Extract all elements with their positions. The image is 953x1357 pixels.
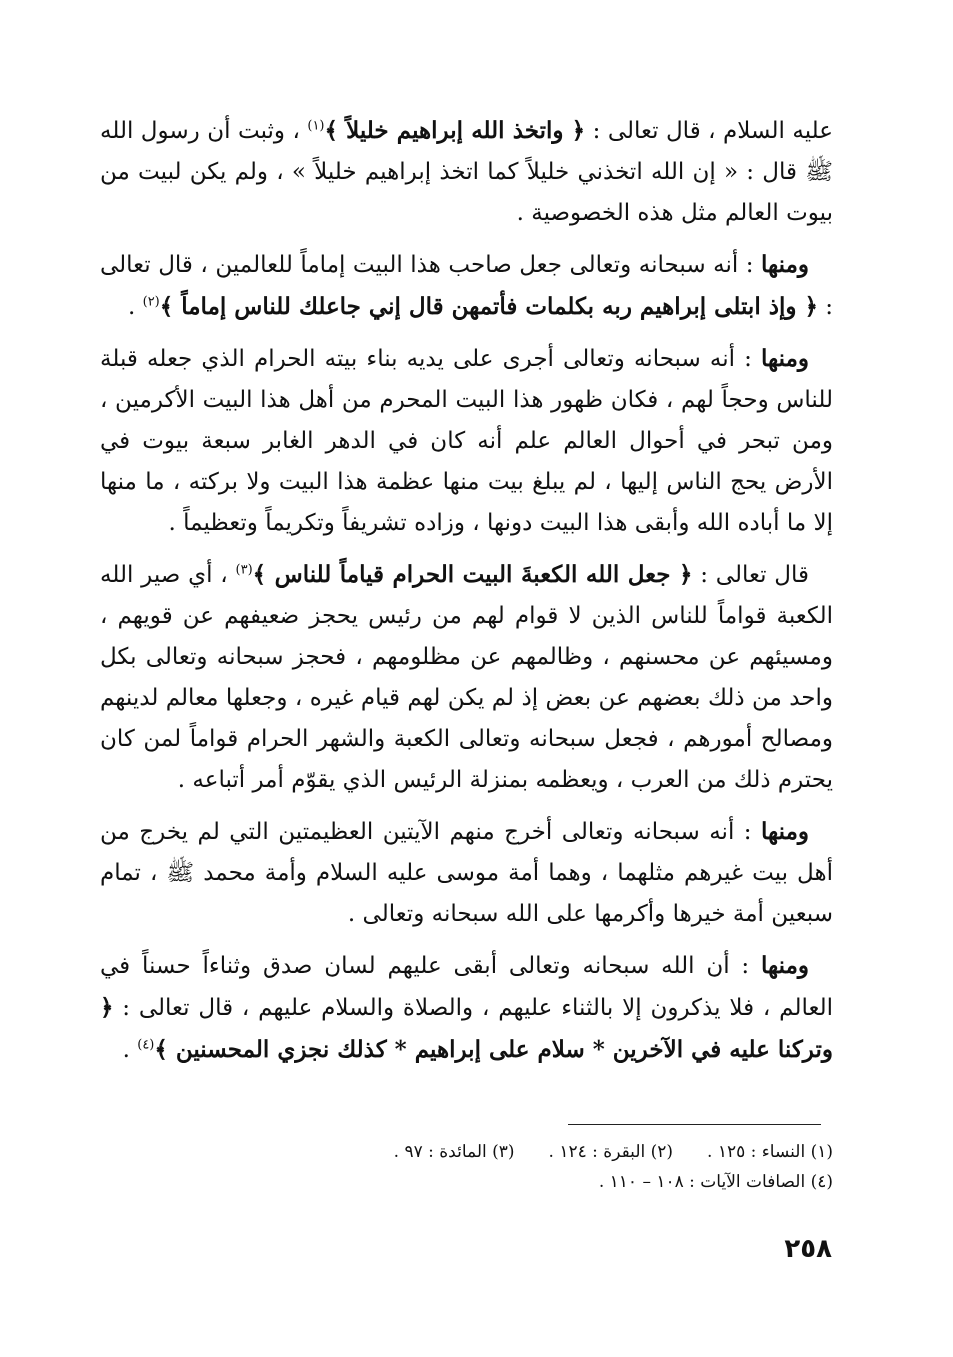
- paragraph-2-text-b: .: [127, 294, 143, 320]
- footnote-line-1: [230, 1137, 833, 1167]
- footnote-ref-4: (٤): [137, 1037, 155, 1053]
- paragraph-1: [100, 110, 833, 234]
- paragraph-2-lead: ومنها: [761, 251, 809, 278]
- paragraph-6-text-a: : أن الله سبحانه وتعالى أبقى عليهم لسان صدق وثناءاً حسناً في العالم ، فلا يذكرون إلا بالثناء عليهم ، والصلاة والسلام عليهم ، قال تعالى :: [100, 953, 833, 1021]
- paragraph-2: [100, 244, 833, 328]
- paragraph-1-text-a: عليه السلام ، قال تعالى :: [585, 118, 833, 144]
- paragraph-6-lead: ومنها: [761, 952, 809, 979]
- footnote-ref-2: (٢): [142, 294, 160, 310]
- quran-verse-2: ﴿ وإذ ابتلى إبراهيم ربه بكلمات فأتمهن قال إني جاعلك للناس إماماً ﴾: [159, 293, 818, 320]
- footnote-ref-1: (١): [307, 118, 325, 134]
- paragraph-6-text-b: .: [122, 1037, 138, 1063]
- footnote-3: (٣) المائدة : ٩٧ .: [393, 1142, 515, 1162]
- main-text: [100, 110, 833, 1081]
- footnote-2: (٢) البقرة : ١٢٤ .: [548, 1142, 674, 1162]
- paragraph-5-text-a: : أنه سبحانه وتعالى أخرج منهم الآيتين العظيمتين التي لم يخرج من أهل بيت غيرهم مثلهما ، وهما أمة موسى عليه السلام وأمة محمد ﷺ ، تمام سبعين أمة خيرها وأكرمها على الله سبحانه وتعالى .: [100, 819, 833, 927]
- footnote-line-2: [230, 1167, 833, 1197]
- footnote-ref-3: (٣): [235, 562, 253, 578]
- paragraph-3-lead: ومنها: [761, 345, 809, 372]
- quran-verse-1: ﴿ واتخذ الله إبراهيم خليلاً ﴾: [324, 117, 586, 144]
- paragraph-5: [100, 811, 833, 935]
- paragraph-1-text-b: ، وثبت أن رسول الله ﷺ قال : « إن الله اتخذني خليلاً كما اتخذ إبراهيم خليلاً » ، ولم يكن لبيت من بيوت العالم مثل هذه الخصوصية .: [100, 118, 833, 226]
- quran-verse-4: ﴿ وتركنا عليه في الآخرين * سلام على إبراهيم * كذلك نجزي المحسنين ﴾: [100, 994, 833, 1063]
- paragraph-6: [100, 945, 833, 1071]
- footnote-4: (٤) الصافات الآيات : ١٠٨ – ١١٠ .: [598, 1172, 833, 1192]
- paragraph-4-text-b: ، أي صير الله الكعبة قواماً للناس الذين لا قوام لهم من رئيس يحجز ضعيفهم عن قويهم ، ومسيئهم عن محسنهم ، وظالمهم عن مظلومهم ، فحجز سبحانه وتعالى بكل واحد من ذلك بعضهم عن بعض إذ لم يكن لهم قيام غيره ، وجعلها معالم لدينهم ومصالح أمورهم ، فجعل سبحانه وتعالى الكعبة والشهر الحرام قواماً لمن كان يحترم ذلك من العرب ، ويعظمه بمنزلة الرئيس الذي يقوّم أمر أتباعه .: [100, 562, 833, 793]
- paragraph-4: [100, 554, 833, 801]
- paragraph-3-text-a: : أنه سبحانه وتعالى أجرى على يديه بناء بيته الحرام الذي جعله قبلة للناس وحجاً لهم ، فكان ظهور هذا البيت المحرم من أهل هذا البيت الأكرمين ، ومن تبحر في أحوال العالم علم أنه كان في الدهر الغابر سبعة بيوت في الأرض يحج الناس إليها ، لم يبلغ بيت منها عظمة هذا البيت ولا بركته ، ما منها إلا ما أباده الله وأبقى هذا البيت دونها ، وزاده تشريفاً وتكريماً وتعظيماً .: [100, 346, 833, 536]
- paragraph-5-lead: ومنها: [761, 818, 809, 845]
- page-number: ٢٥٨: [784, 1234, 832, 1264]
- footnotes: [230, 1137, 833, 1197]
- paragraph-2-text-a: : أنه سبحانه وتعالى جعل صاحب هذا البيت إماماً للعالمين ، قال تعالى :: [100, 252, 833, 320]
- paragraph-3: [100, 338, 833, 544]
- footnote-separator: [568, 1124, 821, 1125]
- footnote-1: (١) النساء : ١٢٥ .: [707, 1142, 833, 1162]
- paragraph-4-text-a: قال تعالى :: [692, 562, 809, 588]
- quran-verse-3: ﴿ جعل الله الكعبةَ البيت الحرام قياماً للناس ﴾: [252, 561, 693, 588]
